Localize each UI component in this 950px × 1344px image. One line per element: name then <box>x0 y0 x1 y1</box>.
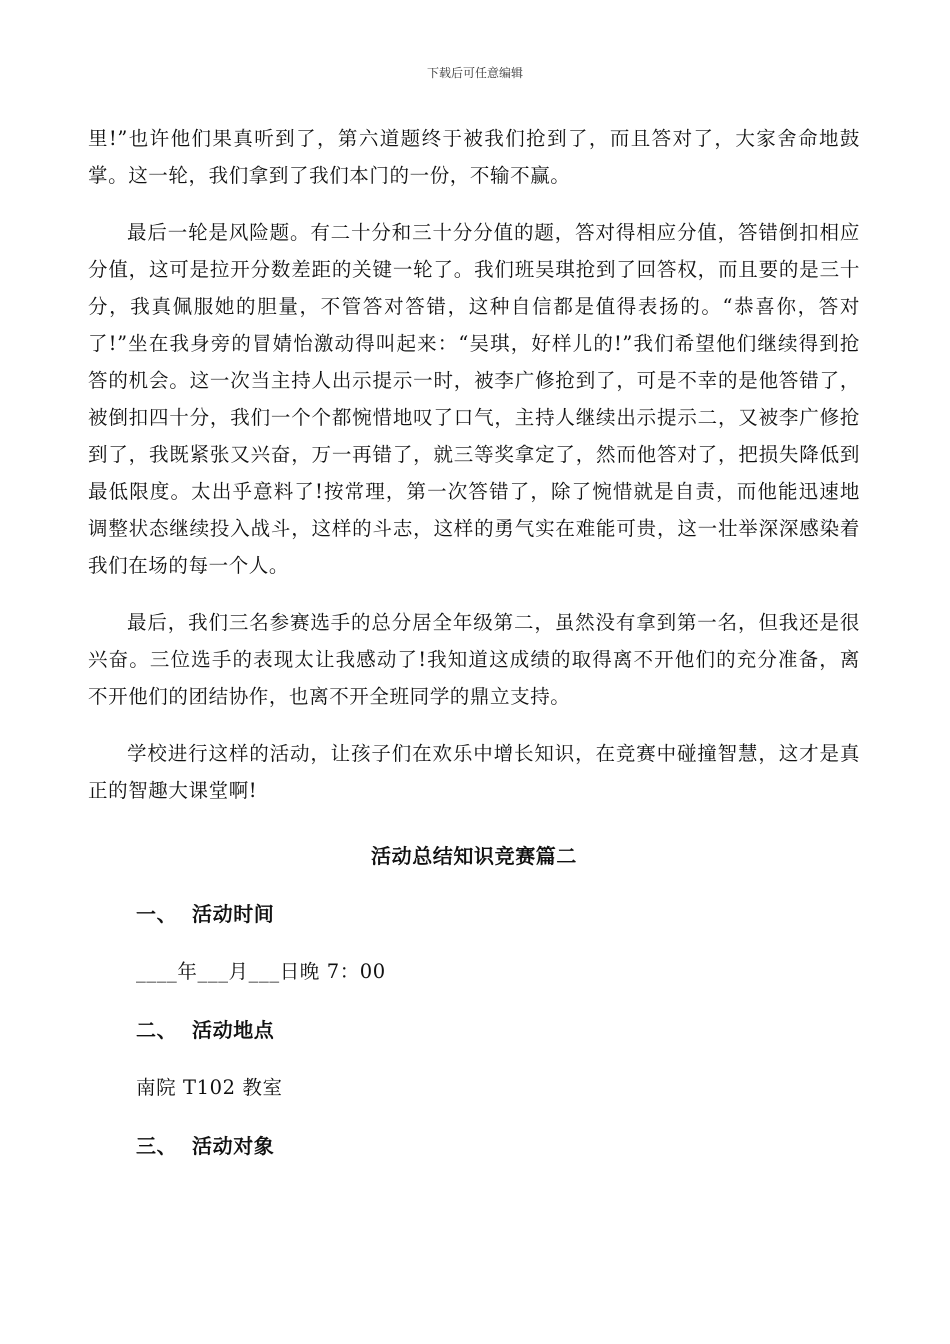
heading-number: 一、 <box>136 902 178 926</box>
heading-number: 三、 <box>136 1134 178 1158</box>
document-body <box>88 120 860 1165</box>
paragraph-4: 学校进行这样的活动，让孩子们在欢乐中增长知识，在竞赛中碰撞智慧，这才是真正的智趣大课堂啊! <box>88 742 860 802</box>
heading-number: 二、 <box>136 1018 178 1042</box>
heading-location <box>136 1011 860 1049</box>
heading-audience <box>136 1127 860 1165</box>
page-header: 下载后可任意编辑 <box>426 66 523 80</box>
heading-time <box>136 895 860 933</box>
paragraph-1: 里!”也许他们果真听到了，第六道题终于被我们抢到了，而且答对了，大家舍命地鼓掌。这一轮，我们拿到了我们本门的一份，不输不赢。 <box>88 127 860 187</box>
heading-label: 活动时间 <box>192 902 275 926</box>
heading-label: 活动对象 <box>192 1134 275 1158</box>
paragraph-2: 最后一轮是风险题。有二十分和三十分分值的题，答对得相应分值，答错倒扣相应分值，这可是拉开分数差距的关键一轮了。我们班吴琪抢到了回答权，而且要的是三十分，我真佩服她的胆量，不管答对答错，这种自信都是值得表扬的。“恭喜你，答对了!”坐在我身旁的冒婧怡激动得叫起来：“吴琪，好样儿的!”我们希望他们继续得到抢答的机会。这一次当主持人出示提示一时，被李广修抢到了，可是不幸的是他答错了，被倒扣四十分，我们一个个都惋惜地叹了口气，主持人继续出示提示二，又被李广修抢到了，我既紧张又兴奋，万一再错了，就三等奖拿定了，然而他答对了，把损失降低到最低限度。太出乎意料了!按常理，第一次答错了，除了惋惜就是自责，而他能迅速地调整状态继续投入战斗，这样的斗志，这样的勇气实在难能可贵，这一壮举深深感染着我们在场的每一个人。 <box>88 221 860 577</box>
section-title: 活动总结知识竞赛篇二 <box>371 844 577 868</box>
heading-label: 活动地点 <box>192 1018 275 1042</box>
paragraph-3: 最后，我们三名参赛选手的总分居全年级第二，虽然没有拿到第一名，但我还是很兴奋。三位选手的表现太让我感动了!我知道这成绩的取得离不开他们的充分准备，离不开他们的团结协作，也离不开全班同学的鼎立支持。 <box>88 611 860 708</box>
location-value: 南院 T102 教室 <box>136 1076 283 1099</box>
time-value: ____年___月___日晚 7：00 <box>136 960 386 983</box>
